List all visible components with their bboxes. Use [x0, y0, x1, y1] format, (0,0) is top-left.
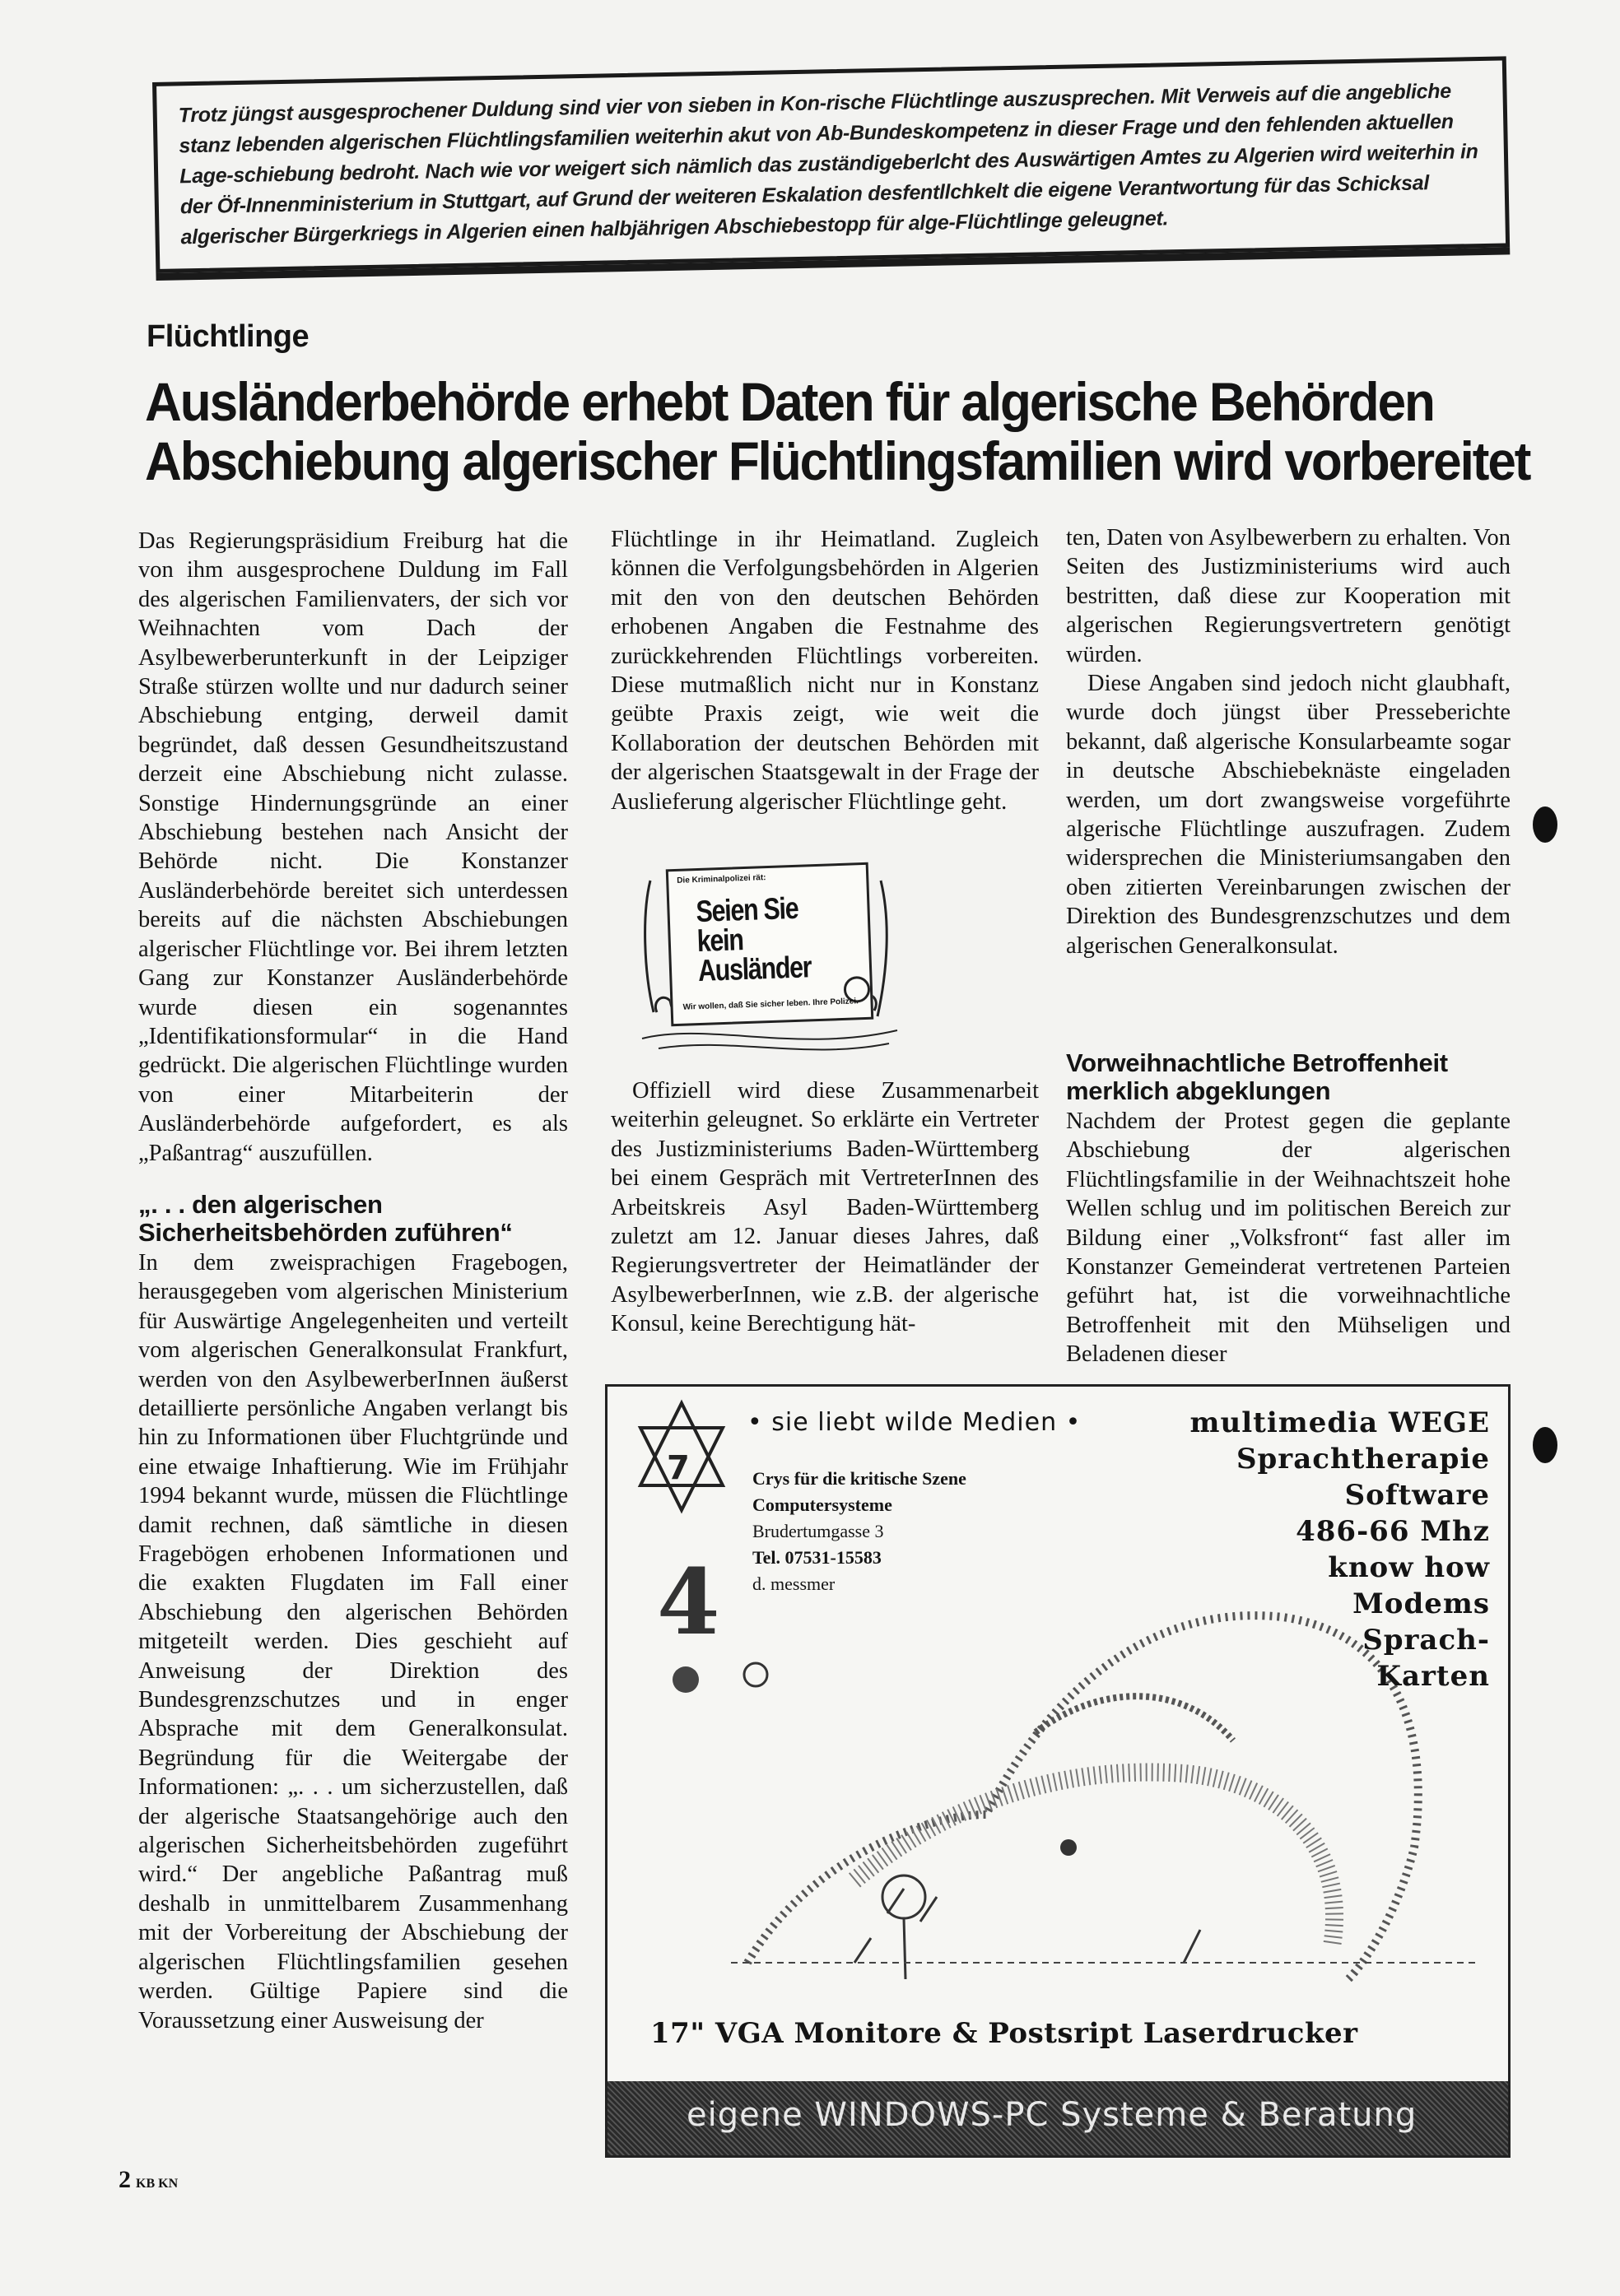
ad-contact-line: d. messmer [752, 1573, 836, 1594]
ad-feature: Karten [1376, 1660, 1490, 1693]
ad-contact-line: Brudertumgasse 3 [752, 1521, 884, 1541]
headline-line-1: Ausländerbehörde erhebt Daten für algerische Behörden [145, 371, 1434, 432]
sign-text [695, 890, 812, 988]
ad-tagline: • sie liebt wilde Medien • [747, 1408, 1082, 1437]
sign-line-2: kein [696, 923, 744, 959]
summary-text: Trotz jüngst ausgesprochener Duldung sind vier von sieben in Kon-rische Flüchtlinge auszusprechen. Mit Verweis auf die angebliche stanz lebenden algerischen Flüchtlingsfamilien weiterhin akut von Ab-Bundeskompetenz in dieser Frage und den fehlenden aktuellen Lage-schiebung bedroht. Nach wie vor weigert sich nämlich das zuständigeberlcht des Auswärtigen Amtes zu Algerien wird weiterhin in der Öf-Innenministerium in Stuttgart, auf Grund der weiteren Eskalation desfentllchkelt die eigene Verantwortung für das Schicksal algerischer Bürgerkriegs in Algerien einen halbjährigen Abschiebestopp für alge-Flüchtlinge geleugnet. [178, 79, 1478, 249]
article-column-2-bottom [611, 1076, 1039, 1339]
paragraph: ten, Daten von Asylbewerbern zu erhalten. Von Seiten des Justizministeriums wird auch bestritten, daß diese zur Kooperation mit algerischen Regierungsvertretern genötigt würden. [1066, 525, 1511, 667]
summary-box [152, 56, 1510, 273]
ad-contact [752, 1466, 966, 1597]
paragraph: Diese Angaben sind jedoch nicht glaubhaft, wurde doch jüngst über Presseberichte bekannt, daß algerische Konsularbeamte sogar in deutsche Abschiebeknäste eingeladen werden, um dort zwangsweise vorgeführte algerische Flüchtlinge auszufragen. Zudem widersprechen die Ministeriumsangaben den oben zitierten Vereinbarungen zwischen der Direktion des Bundesgrenzschutzes und dem algerischen Generalkonsulat. [1066, 671, 1511, 959]
ad-feature: Software [1344, 1479, 1490, 1512]
ad-contact-line: Computersysteme [752, 1494, 892, 1515]
paragraph: Das Regierungspräsidium Freiburg hat die von ihm ausgesprochene Duldung im Fall des algerischen Familienvaters, der sich vor Weihnachten vom Dach der Asylbewerberunterkunft in der Leipziger Straße stürzen wollte und nur dadurch seiner Abschiebung entging, derweil damit begründet, daß dessen Gesundheitszustand derzeit eine Abschiebung nicht zulasse. Sonstige Hindernungsgründe an einer Abschiebung bestehen nach Ansicht der Behörde nicht. Die Konstanzer Ausländerbehörde bereitet sich unterdessen bereits auf die nächsten Abschiebungen algerischer Flüchtlinge vor. Bei ihrem letzten Gang zur Konstanzer Ausländerbehörde wurde diesen ein sogenanntes „Identifikationsformular“ in die Hand gedrückt. Die algerischen Flüchtlinge wurden von einer Mitarbeiterin der Ausländerbehörde aufgefordert, es als „Paßantrag“ auszufüllen. [138, 528, 568, 1166]
summary-box-shadow [156, 247, 1510, 281]
ad-feature: Modems [1352, 1587, 1490, 1620]
paragraph: Offiziell wird diese Zusammenarbeit weiterhin geleugnet. So erklärte ein Vertreter des Justizministeriums Baden-Württemberg bei einem Gespräch mit VertreterInnen des Arbeitskreis Asyl Baden-Württemberg zuletzt am 12. Januar dieses Jahres, daß Regierungsvertreter der Heimatländer der AsylbewerberInnen, wie z.B. der algerische Konsul, keine Berechtigung hät- [611, 1078, 1039, 1337]
page-number: 2 [119, 2166, 131, 2193]
article-column-2-top [611, 525, 1039, 816]
ad-banner-text: eigene WINDOWS-PC Systeme & Beratung [687, 2096, 1418, 2134]
paragraph: In dem zweisprachigen Fragebogen, herausgegeben vom algerischen Ministerium für Auswärtige Angelegenheiten und verteilt vom algerischen Generalkonsulat Frankfurt, werden von den AsylbewerberInnen äußerst detaillierte persönliche Angaben verlangt bis hin zu Informationen über Fluchtgründe und eine etwaige Inhaftierung. Wie im Frühjahr 1994 bekannt wurde, müssen die Flüchtlinge damit rechnen, daß sämtliche in diesen Fragebögen erhobenen Informationen und die exakten Flugdaten im Fall einer Abschiebung den algerischen Behörden mitgeteilt werden. Dies geschieht auf Anweisung der Direktion des Bundesgrenzschutzes und in enger Absprache mit dem Generalkonsulat. Begründung für die Weitergabe der Informationen: „. . . um sicherzustellen, daß der algerische Staatsangehörige auch den algerischen Sicherheitsbehörden zugeführt wird.“ Der angebliche Paßantrag muß deshalb in unmittelbarem Zusammenhang mit der Vorbereitung der Abschiebung der algerischen Flüchtlingsfamilien gesehen werden. Gültige Papiere sind die Voraussetzung einer Ausweisung der [138, 1249, 568, 2033]
svg-text:7: 7 [667, 1449, 690, 1487]
ad-contact-line: Tel. 07531-15583 [752, 1547, 882, 1568]
subheading-sicherheitsbehoerden: „. . . den algerischen Sicherheitsbehörden zuführen“ [138, 1189, 513, 1247]
ad-banner [608, 2081, 1508, 2155]
page-footer [119, 2166, 178, 2194]
ad-feature: Sprach- [1362, 1624, 1490, 1657]
publication-name: KB KN [136, 2177, 179, 2191]
cartoon-top-caption: Die Kriminalpolizei rät: [677, 873, 766, 885]
article-column-3-top [1066, 523, 1511, 960]
subheading-betroffenheit: Vorweihnachtliche Betroffenheit merklich abgeklungen [1066, 1048, 1448, 1105]
article-column-3-bottom [1066, 1049, 1511, 1369]
ad-feature: 486-66 Mhz [1296, 1515, 1490, 1548]
paragraph: Flüchtlinge in ihr Heimatland. Zugleich können die Verfolgungsbehörden in Algerien mit den von den deutschen Behörden erhobenen Angaben die Festnahme des zurückkehrenden Flüchtlings vorbereiten. Diese mutmaßlich nicht nur in Konstanz geübte Praxis zeigt, wie weit die Kollaboration der deutschen Behörden mit der algerischen Staatsgewalt in der Frage der Auslieferung algerischer Flüchtlinge geht. [611, 527, 1039, 815]
article-column-1 [138, 527, 568, 2035]
sign-board [666, 862, 874, 1026]
ad-contact-line: Crys für die kritische Szene [752, 1468, 966, 1489]
ad-feature-list [1190, 1405, 1490, 1694]
section-label: Flüchtlinge [147, 319, 310, 354]
paragraph: Nachdem der Protest gegen die geplante Abschiebung der algerischen Flüchtlingsfamilie in der Weihnachtszeit hohe Wellen schlug und im politischen Bereich zur Bildung einer „Volksfront“ fast aller im Konstanzer Gemeinderat vertretenen Parteien geführt hat, ist die vorweihnachtliche Betroffenheit mit den Mühseligen und Beladenen dieser [1066, 1108, 1511, 1368]
ad-feature: Sprachtherapie [1236, 1443, 1490, 1476]
svg-text:4: 4 [657, 1549, 720, 1655]
ad-feature: know how [1328, 1551, 1490, 1584]
headline-line-2: Abschiebung algerischer Flüchtlingsfamilien wird vorbereitet [145, 430, 1530, 491]
advertisement [605, 1384, 1511, 2158]
ad-footer: 17" VGA Monitore & Postsript Laserdrucker [650, 2017, 1358, 2050]
cartoon-sign [634, 848, 905, 1062]
punch-hole [1533, 1427, 1557, 1463]
cartoon-bottom-caption: Wir wollen, daß Sie sicher leben. Ihre Polizei. [682, 997, 859, 1012]
ad-feature: multimedia WEGE [1189, 1406, 1490, 1439]
sign-line-1: Seien Sie [695, 890, 799, 929]
headline [145, 371, 1530, 491]
sign-line-3: Ausländer [697, 950, 812, 988]
punch-hole [1533, 806, 1557, 843]
